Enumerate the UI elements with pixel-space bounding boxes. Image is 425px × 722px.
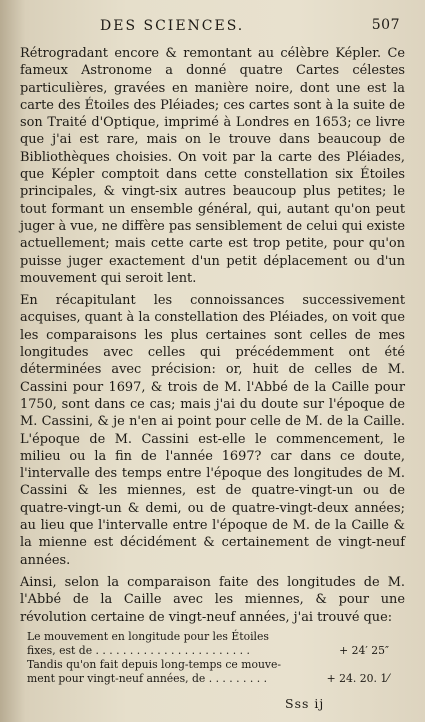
table-row <box>27 644 407 658</box>
row-value: + 24. 20. 1⁄ <box>326 672 389 685</box>
table-row <box>27 630 407 644</box>
longitude-table <box>27 630 407 686</box>
main-text <box>20 45 405 626</box>
paragraph-recapitulation: En récapitulant les connoissances successivement acquises, quant à la constellation des Pléiades, on voit que les comparaisons les plus certaines sont celles de mes longitudes avec celles qui précédemment ont été déterminées avec précision: or, huit de celles de M. Cassini pour 1697, & trois de M. l'Abbé de la Caille pour 1750, sont dans ce cas; mais j'ai du doute sur l'époque de M. Cassini, & je n'en ai point pour celle de M. de la Caille. L'époque de M. Cassini est-elle le commencement, le milieu ou la fin de l'année 1697? car dans ce doute, l'intervalle des temps entre l'époque des longitudes de M. Cassini & les miennes, est de quatre-vingt-un ou de quatre-vingt-un & demi, ou de quatre-vingt-deux années; au lieu que l'intervalle entre l'époque de M. de la Caille & la mienne est décidément & certainement de vingt-neuf années. <box>20 293 405 568</box>
paragraph-kepler: Rétrogradant encore & remontant au célèbre Képler. Ce fameux Astronome a donné quatre Cartes célestes particulières, gravées en manière noire, dont une est la carte des Étoiles des Pléiades; ces cartes sont à la suite de son Traité d'Optique, imprimé à Londres en 1653; ce livre que j'ai est rare, mais on le trouve dans beaucoup de Bibliothèques choisies. On voit par la carte des Pléiades, que Képler comptoit dans cette constellation six Étoiles principales, & vingt-six autres beaucoup plus petites; le tout formant un ensemble général, qui, autant qu'on peut juger à vue, ne diffère pas sensiblement de celui qui existe actuellement; mais cette carte est trop petite, pour qu'on puisse juger exactement d'un petit déplacement ou d'un mouvement qui seroit lent. <box>20 46 405 286</box>
table-row <box>27 658 407 672</box>
table-row <box>27 672 407 686</box>
running-title: DES SCIENCES. <box>100 18 245 34</box>
row-label: fixes, est de . . . . . . . . . . . . . . . . . . . . . . . <box>27 644 250 657</box>
running-head <box>100 18 400 34</box>
row-label: Tandis qu'on fait depuis long-temps ce mouve- <box>27 658 282 671</box>
signature-mark: Sss ij <box>285 696 325 711</box>
paragraph-comparison: Ainsi, selon la comparaison faite des longitudes de M. l'Abbé de la Caille avec les miennes, & pour une révolution certaine de vingt-neuf années, j'ai trouvé que: <box>20 574 405 625</box>
row-label: ment pour vingt-neuf années, de . . . . . . . . . <box>27 672 268 685</box>
row-label: Le mouvement en longitude pour les Étoiles <box>27 630 269 643</box>
page-number: 507 <box>371 17 400 33</box>
row-value: + 24′ 25″ <box>339 644 389 657</box>
